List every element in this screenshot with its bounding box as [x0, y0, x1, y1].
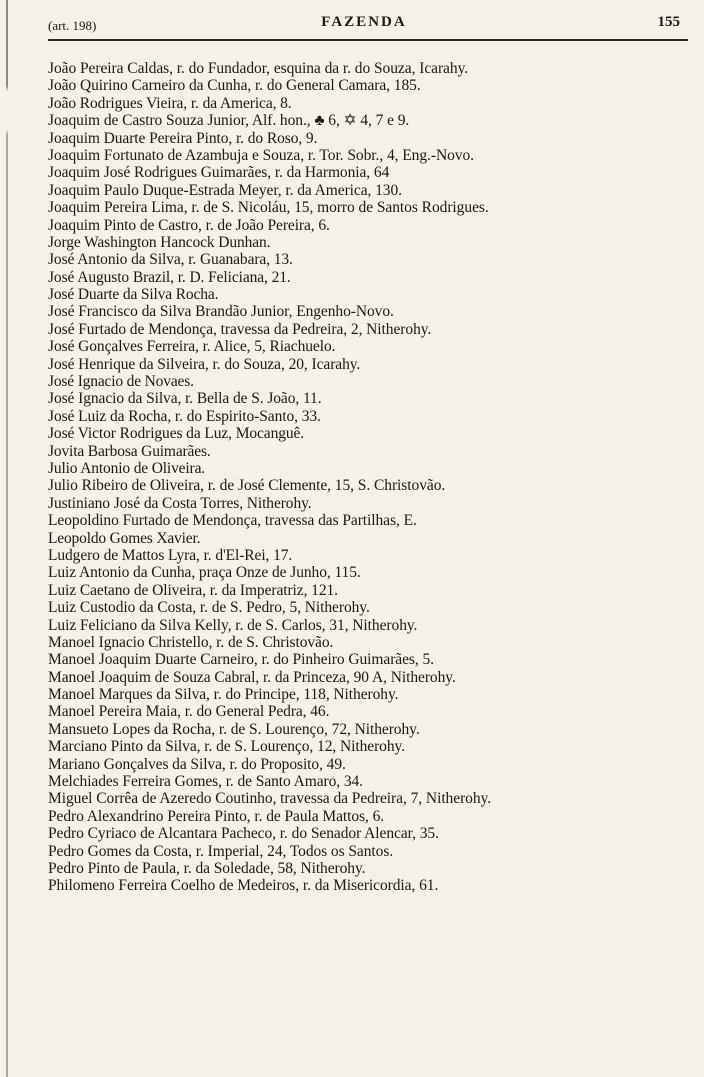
list-item: João Rodrigues Vieira, r. da America, 8. [48, 94, 292, 112]
list-item: Manoel Joaquim Duarte Carneiro, r. do Pinheiro Guimarães, 5. [48, 651, 434, 669]
list-item: Pedro Pinto de Paula, r. da Soledade, 58, Nitherohy. [48, 859, 366, 877]
list-item: Joaquim Pinto de Castro, r. de João Pereira, 6. [48, 216, 330, 234]
list-item: João Pereira Caldas, r. do Fundador, esquina da r. do Souza, Icarahy. [48, 60, 469, 77]
list-item: Joaquim Fortunato de Azambuja e Souza, r. Tor. Sobr., 4, Eng.-Novo. [48, 146, 474, 164]
list-item: Pedro Gomes da Costa, r. Imperial, 24, Todos os Santos. [48, 842, 394, 860]
list-item: Manoel Joaquim de Souza Cabral, r. da Princeza, 90 A, Nitherohy. [48, 668, 456, 686]
list-item: Joaquim Pereira Lima, r. de S. Nicoláu, 15, morro de Santos Rodrigues. [48, 199, 489, 217]
list-item: José Luiz da Rocha, r. do Espirito-Santo, 33. [48, 407, 321, 425]
list-item: Miguel Corrêa de Azeredo Coutinho, travessa da Pedreira, 7, Nitherohy. [48, 790, 492, 808]
list-item: Luiz Antonio da Cunha, praça Onze de Junho, 115. [48, 564, 361, 582]
list-item: Philomeno Ferreira Coelho de Medeiros, r. da Misericordia, 61. [48, 877, 439, 895]
page-header [48, 14, 680, 38]
list-item: João Quirino Carneiro da Cunha, r. do General Camara, 185. [48, 77, 421, 95]
list-item: Joaquim de Castro Souza Junior, Alf. hon., ♣ 6, ✡ 4, 7 e 9. [48, 112, 410, 130]
list-item: Julio Ribeiro de Oliveira, r. de José Clemente, 15, S. Christovão. [48, 477, 446, 495]
list-item: Mansueto Lopes da Rocha, r. de S. Lourenço, 72, Nitherohy. [48, 720, 420, 738]
list-item: Jovita Barbosa Guimarães. [48, 442, 211, 460]
list-item: José Duarte da Silva Rocha. [48, 286, 219, 304]
list-item: Manoel Marques da Silva, r. do Principe, 118, Nitherohy. [48, 686, 399, 704]
list-item: Ludgero de Mattos Lyra, r. d'El-Rei, 17. [48, 546, 293, 564]
section-title: FAZENDA [321, 14, 407, 30]
list-item: Joaquim Paulo Duque-Estrada Meyer, r. da America, 130. [48, 181, 402, 199]
article-reference: (art. 198) [48, 18, 97, 33]
list-item: José Henrique da Silveira, r. do Souza, 20, Icarahy. [48, 355, 361, 373]
list-item: Leopoldino Furtado de Mendonça, travessa das Partilhas, E. [48, 512, 417, 530]
list-item: Luiz Custodio da Costa, r. de S. Pedro, 5, Nitherohy. [48, 599, 370, 617]
list-item: José Gonçalves Ferreira, r. Alice, 5, Riachuelo. [48, 338, 336, 356]
list-item: José Francisco da Silva Brandão Junior, Engenho-Novo. [48, 303, 394, 321]
list-item: Leopoldo Gomes Xavier. [48, 529, 201, 547]
list-item: Pedro Alexandrino Pereira Pinto, r. de Paula Mattos, 6. [48, 807, 385, 825]
header-divider [48, 39, 688, 41]
list-item: José Ignacio de Novaes. [48, 373, 194, 391]
list-item: Manoel Ignacio Christello, r. de S. Christovão. [48, 633, 334, 651]
list-item: Julio Antonio de Oliveira. [48, 459, 206, 477]
list-item: José Antonio da Silva, r. Guanabara, 13. [48, 251, 293, 269]
list-item: Pedro Cyriaco de Alcantara Pacheco, r. do Senador Alencar, 35. [48, 825, 439, 843]
list-item: Marciano Pinto da Silva, r. de S. Lourenço, 12, Nitherohy. [48, 738, 406, 756]
list-item: José Furtado de Mendonça, travessa da Pedreira, 2, Nitherohy. [48, 320, 432, 338]
list-item: José Victor Rodrigues da Luz, Mocanguê. [48, 425, 305, 443]
list-item: Joaquim Duarte Pereira Pinto, r. do Roso, 9. [48, 129, 318, 147]
list-item: José Augusto Brazil, r. D. Feliciana, 21. [48, 268, 291, 286]
list-item: José Ignacio da Silva, r. Bella de S. João, 11. [48, 390, 322, 408]
list-item: Manoel Pereira Maia, r. do General Pedra, 46. [48, 703, 330, 721]
list-item: Jorge Washington Hancock Dunhan. [48, 233, 271, 251]
list-item: Joaquim José Rodrigues Guimarães, r. da Harmonia, 64 [48, 164, 390, 182]
name-list [48, 60, 688, 895]
list-item: Luiz Feliciano da Silva Kelly, r. de S. Carlos, 31, Nitherohy. [48, 616, 418, 634]
page-edge-rule [6, 0, 8, 1077]
list-item: Justiniano José da Costa Torres, Nitherohy. [48, 494, 312, 512]
list-item: Mariano Gonçalves da Silva, r. do Proposito, 49. [48, 755, 346, 773]
list-item: Melchiades Ferreira Gomes, r. de Santo Amaro, 34. [48, 773, 363, 791]
list-item: Luiz Caetano de Oliveira, r. da Imperatriz, 121. [48, 581, 338, 599]
page-number: 155 [657, 14, 680, 30]
